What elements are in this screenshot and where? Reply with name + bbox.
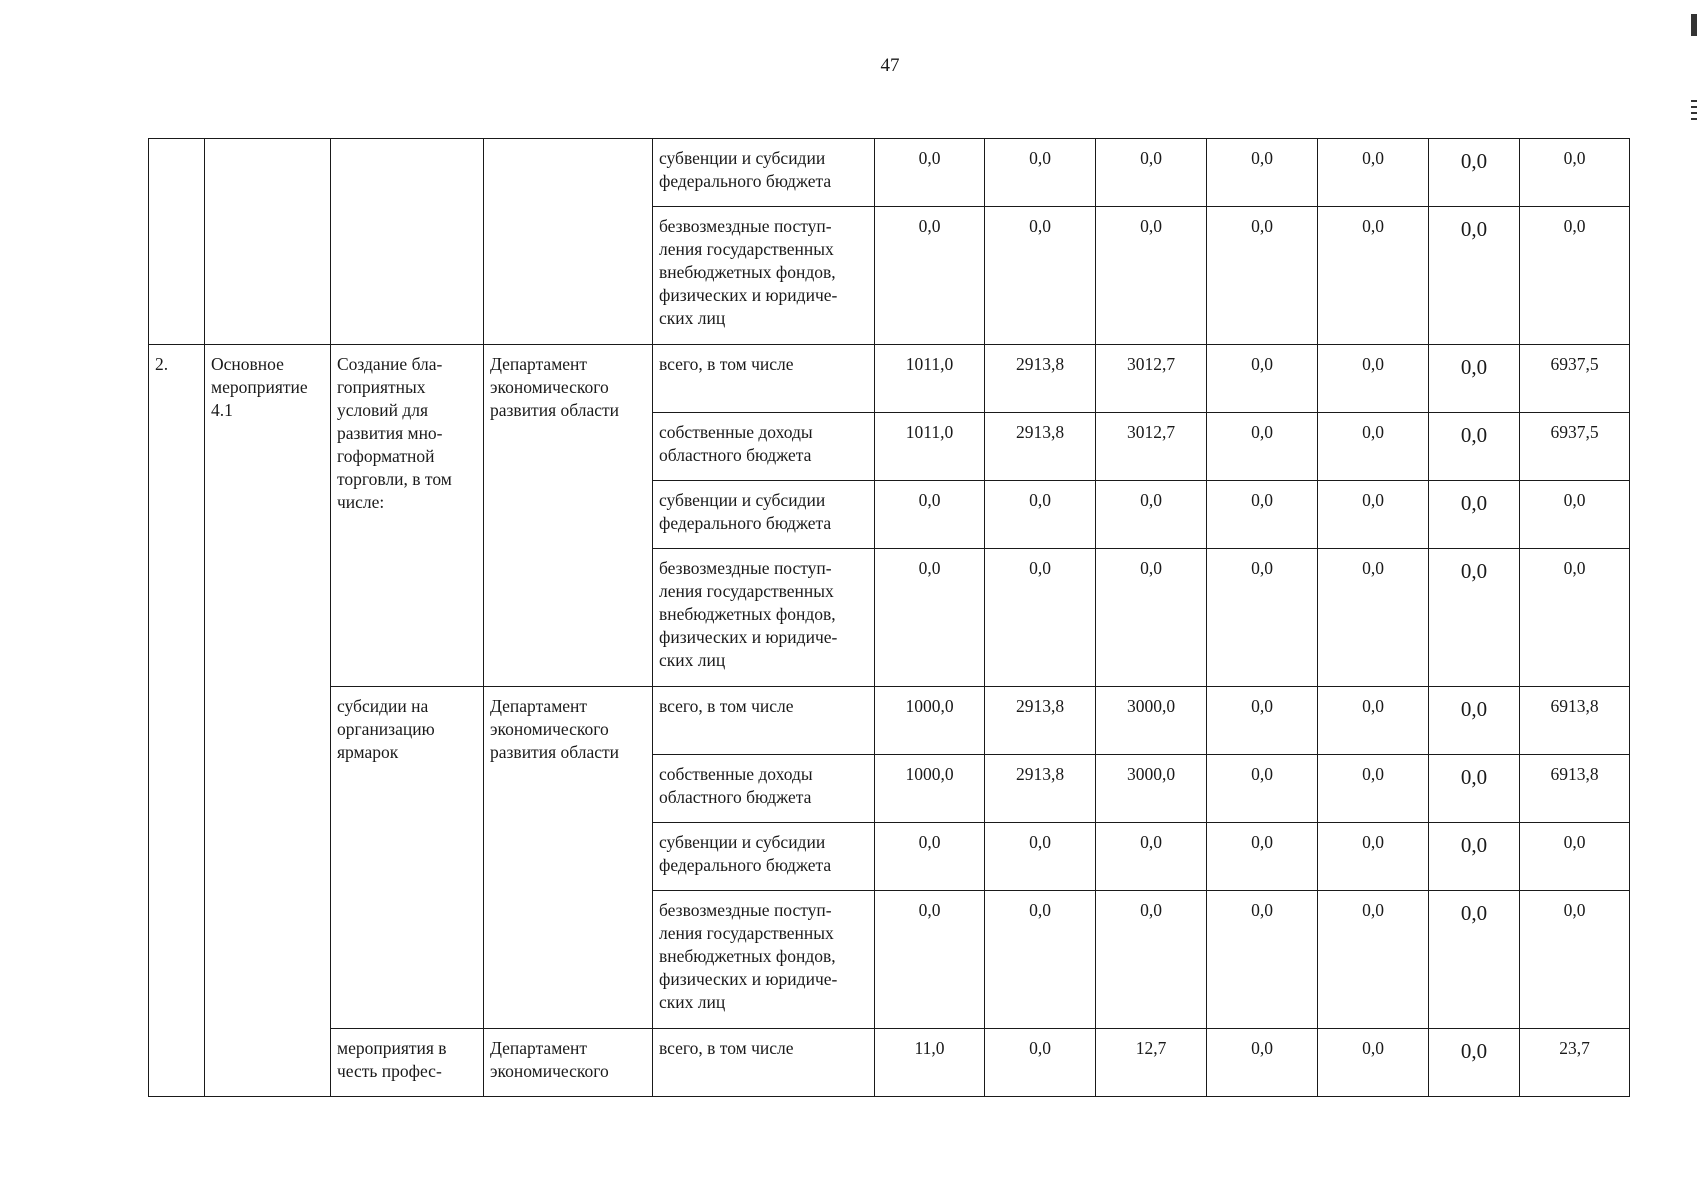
amount-cell: 0,0 [1429, 549, 1520, 687]
scan-edge-mark [1691, 112, 1697, 114]
funding-source: субвенции и субсидии федерального бюджета [653, 139, 875, 207]
amount-cell: 0,0 [1520, 891, 1630, 1029]
amount-cell: 0,0 [1318, 139, 1429, 207]
scan-edge-mark [1691, 100, 1697, 102]
funding-source: собственные доходы областного бюджета [653, 755, 875, 823]
amount-cell: 0,0 [1207, 139, 1318, 207]
amount-cell: 3000,0 [1096, 755, 1207, 823]
subitem-name: мероприятия в честь профес- [331, 1029, 484, 1097]
amount-cell: 2913,8 [985, 413, 1096, 481]
amount-cell: 12,7 [1096, 1029, 1207, 1097]
amount-cell: 0,0 [985, 139, 1096, 207]
amount-cell: 0,0 [1318, 413, 1429, 481]
amount-cell: 0,0 [1318, 345, 1429, 413]
funding-source: всего, в том числе [653, 687, 875, 755]
amount-cell: 0,0 [985, 823, 1096, 891]
funding-source: всего, в том числе [653, 345, 875, 413]
item-number: 2. [149, 345, 205, 1097]
amount-cell: 0,0 [1207, 755, 1318, 823]
amount-cell: 0,0 [1520, 549, 1630, 687]
amount-cell: 0,0 [1207, 823, 1318, 891]
amount-cell: 2913,8 [985, 755, 1096, 823]
subitem-executor: Департамент экономического [484, 1029, 653, 1097]
budget-table [148, 138, 1630, 1097]
cell-number [149, 139, 205, 345]
amount-cell: 0,0 [1318, 481, 1429, 549]
subitem-executor: Департамент экономического развития области [484, 687, 653, 1029]
funding-source: безвозмездные поступ-ления государственных внебюджетных фондов, физических и юридиче-ских лиц [653, 891, 875, 1029]
amount-cell: 0,0 [985, 891, 1096, 1029]
amount-cell: 0,0 [985, 207, 1096, 345]
amount-cell: 0,0 [1207, 687, 1318, 755]
amount-cell: 0,0 [1096, 207, 1207, 345]
amount-cell: 0,0 [1318, 207, 1429, 345]
scan-edge-mark [1691, 14, 1697, 36]
amount-cell: 0,0 [875, 823, 985, 891]
amount-cell: 0,0 [1318, 891, 1429, 1029]
amount-cell: 1000,0 [875, 687, 985, 755]
amount-cell: 0,0 [875, 139, 985, 207]
scan-edge-mark [1691, 118, 1697, 120]
table-row [149, 687, 1630, 755]
amount-cell: 0,0 [1318, 549, 1429, 687]
amount-cell: 0,0 [1207, 413, 1318, 481]
funding-source: безвозмездные поступ-ления государственных внебюджетных фондов, физических и юридиче-ских лиц [653, 549, 875, 687]
amount-cell: 0,0 [1520, 481, 1630, 549]
amount-cell: 0,0 [875, 891, 985, 1029]
amount-cell: 0,0 [1207, 1029, 1318, 1097]
amount-cell: 0,0 [1207, 481, 1318, 549]
amount-cell: 0,0 [875, 481, 985, 549]
amount-cell: 11,0 [875, 1029, 985, 1097]
subitem-name: субсидии на организацию ярмарок [331, 687, 484, 1029]
funding-source: собственные доходы областного бюджета [653, 413, 875, 481]
amount-cell: 0,0 [1520, 207, 1630, 345]
amount-cell: 0,0 [1429, 687, 1520, 755]
amount-cell: 0,0 [1207, 891, 1318, 1029]
amount-cell: 0,0 [1429, 345, 1520, 413]
amount-cell: 0,0 [1429, 1029, 1520, 1097]
amount-cell: 0,0 [1429, 207, 1520, 345]
amount-cell: 0,0 [1318, 755, 1429, 823]
table-row [149, 345, 1630, 413]
amount-cell: 6937,5 [1520, 345, 1630, 413]
amount-cell: 0,0 [1318, 1029, 1429, 1097]
amount-cell: 0,0 [985, 481, 1096, 549]
scan-edge-mark [1691, 106, 1697, 108]
funding-source: безвозмездные поступ-ления государственных внебюджетных фондов, физических и юридиче-ских лиц [653, 207, 875, 345]
amount-cell: 0,0 [875, 549, 985, 687]
amount-cell: 1000,0 [875, 755, 985, 823]
amount-cell: 0,0 [1429, 823, 1520, 891]
amount-cell: 0,0 [1318, 687, 1429, 755]
amount-cell: 0,0 [1207, 549, 1318, 687]
item-type: Основное мероприятие 4.1 [205, 345, 331, 1097]
cell-measure-name [331, 139, 484, 345]
amount-cell: 6937,5 [1520, 413, 1630, 481]
item-name: Создание бла-гоприятных условий для развития мно-гоформатной торговли, в том числе: [331, 345, 484, 687]
funding-source: всего, в том числе [653, 1029, 875, 1097]
item-executor: Департамент экономического развития области [484, 345, 653, 687]
amount-cell: 3000,0 [1096, 687, 1207, 755]
cell-measure-type [205, 139, 331, 345]
amount-cell: 0,0 [1429, 139, 1520, 207]
amount-cell: 0,0 [1429, 891, 1520, 1029]
funding-source: субвенции и субсидии федерального бюджета [653, 823, 875, 891]
amount-cell: 1011,0 [875, 345, 985, 413]
amount-cell: 0,0 [1096, 891, 1207, 1029]
amount-cell: 2913,8 [985, 345, 1096, 413]
amount-cell: 23,7 [1520, 1029, 1630, 1097]
amount-cell: 0,0 [1429, 481, 1520, 549]
amount-cell: 0,0 [1520, 823, 1630, 891]
amount-cell: 0,0 [1096, 549, 1207, 687]
table-row [149, 1029, 1630, 1097]
amount-cell: 0,0 [1096, 139, 1207, 207]
amount-cell: 6913,8 [1520, 755, 1630, 823]
amount-cell: 0,0 [1429, 413, 1520, 481]
amount-cell: 0,0 [1318, 823, 1429, 891]
page-number: 47 [880, 55, 900, 76]
amount-cell: 0,0 [1207, 345, 1318, 413]
amount-cell: 1011,0 [875, 413, 985, 481]
amount-cell: 0,0 [1096, 823, 1207, 891]
funding-source: субвенции и субсидии федерального бюджета [653, 481, 875, 549]
amount-cell: 2913,8 [985, 687, 1096, 755]
amount-cell: 0,0 [1096, 481, 1207, 549]
cell-executor [484, 139, 653, 345]
amount-cell: 0,0 [1429, 755, 1520, 823]
amount-cell: 0,0 [875, 207, 985, 345]
amount-cell: 0,0 [1520, 139, 1630, 207]
amount-cell: 0,0 [985, 549, 1096, 687]
amount-cell: 3012,7 [1096, 413, 1207, 481]
table-row [149, 139, 1630, 207]
amount-cell: 6913,8 [1520, 687, 1630, 755]
amount-cell: 0,0 [985, 1029, 1096, 1097]
amount-cell: 3012,7 [1096, 345, 1207, 413]
amount-cell: 0,0 [1207, 207, 1318, 345]
